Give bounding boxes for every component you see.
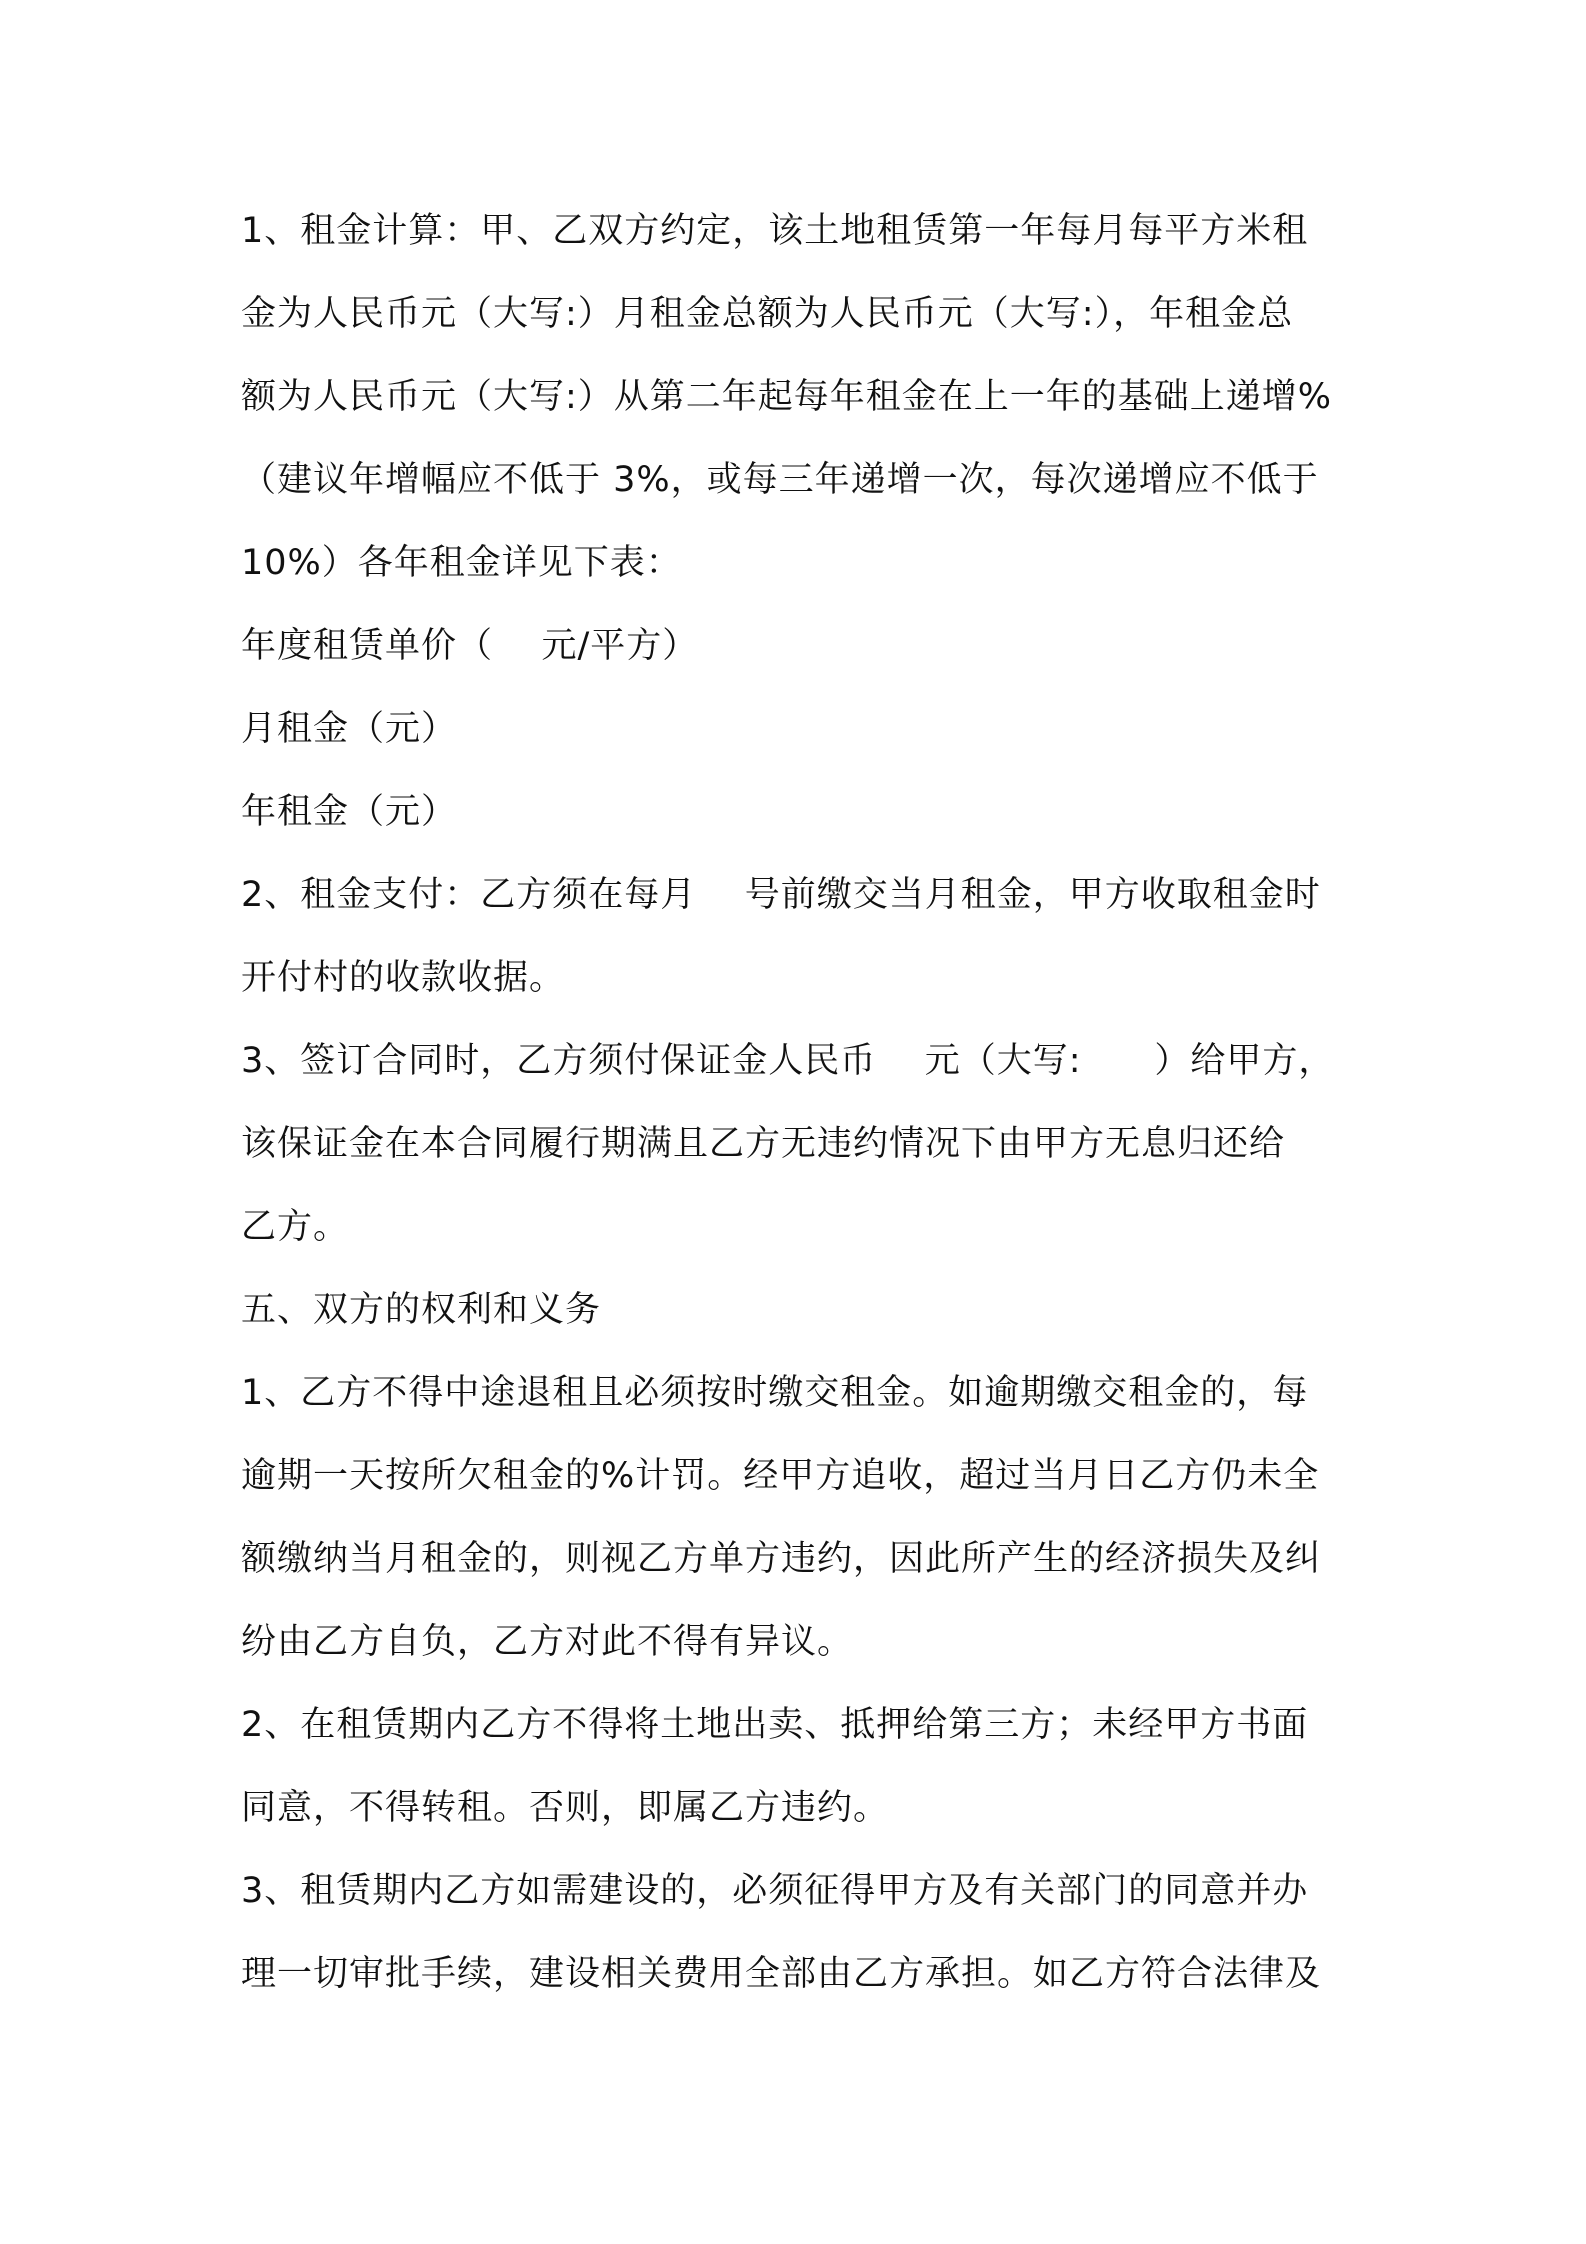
text-line: 3、租赁期内乙方如需建设的，必须征得甲方及有关部门的同意并办 — [241, 1871, 1309, 1911]
text-line: 理一切审批手续，建设相关费用全部由乙方承担。如乙方符合法律及 — [241, 1954, 1322, 1994]
section-heading: 五、双方的权利和义务 — [241, 1290, 602, 1330]
text-line: （建议年增幅应不低于 3%，或每三年递增一次，每次递增应不低于 — [241, 460, 1319, 500]
text-line: 纷由乙方自负，乙方对此不得有异议。 — [241, 1622, 854, 1662]
text-line: 开付村的收款收据。 — [241, 958, 566, 998]
text-line: 该保证金在本合同履行期满且乙方无违约情况下由甲方无息归还给 — [241, 1124, 1286, 1164]
text-line: 逾期一天按所欠租金的%计罚。经甲方追收，超过当月日乙方仍未全 — [241, 1456, 1320, 1496]
text-line: 1、乙方不得中途退租且必须按时缴交租金。如逾期缴交租金的，每 — [241, 1373, 1309, 1413]
text-line: 3、签订合同时，乙方须付保证金人民币 元（大写: ）给甲方， — [241, 1041, 1335, 1081]
text-line: 10%）各年租金详见下表： — [241, 543, 682, 583]
text-line: 2、租金支付：乙方须在每月 号前缴交当月租金，甲方收取租金时 — [241, 875, 1321, 915]
text-line: 额为人民币元（大写:）从第二年起每年租金在上一年的基础上递增% — [241, 377, 1333, 417]
text-line: 金为人民币元（大写:）月租金总额为人民币元（大写:），年租金总 — [241, 294, 1294, 334]
text-line: 额缴纳当月租金的，则视乙方单方违约，因此所产生的经济损失及纠 — [241, 1539, 1322, 1579]
text-line: 同意，不得转租。否则，即属乙方违约。 — [241, 1788, 890, 1828]
text-line: 2、在租赁期内乙方不得将土地出卖、抵押给第三方；未经甲方书面 — [241, 1705, 1309, 1745]
text-line: 乙方。 — [241, 1207, 350, 1247]
table-label-monthly-rent: 月租金（元） — [241, 709, 458, 749]
table-label-unit-price: 年度租赁单价（ 元/平方） — [241, 626, 699, 666]
table-label-annual-rent: 年租金（元） — [241, 792, 458, 832]
document-body — [241, 200, 1351, 2026]
text-line: 1、租金计算：甲、乙双方约定，该土地租赁第一年每月每平方米租 — [241, 211, 1309, 251]
